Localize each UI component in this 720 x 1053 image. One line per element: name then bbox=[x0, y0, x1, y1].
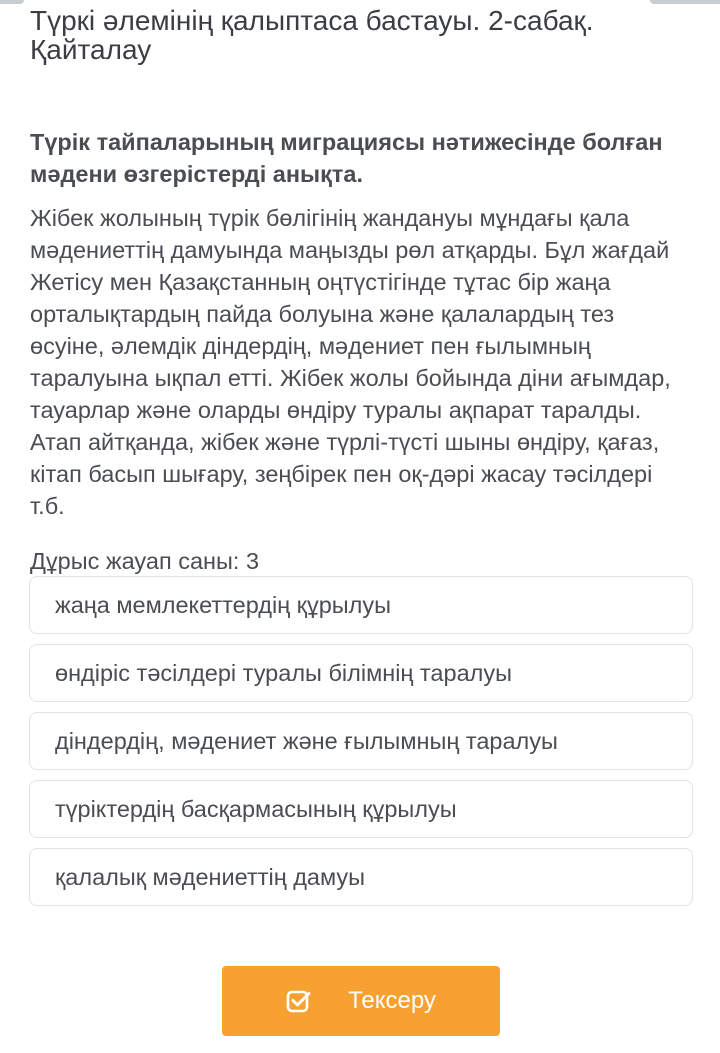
answer-option[interactable] bbox=[29, 644, 693, 702]
answer-options bbox=[29, 576, 693, 916]
answer-option[interactable] bbox=[29, 780, 693, 838]
passage-text: Жібек жолының түрік бөлігінің жандануы мұндағы қала мәдениеттің дамуында маңызды рөл атқарды. Бұл жағдай Жетісу мен Қазақстанның оңтүстігінде тұтас бір жаңа орталықтардың пайда болуына және қалалардың тез өсуіне, әлемдік діндердің, мәдениет пен ғылымның таралуына ықпал етті. Жібек жолы бойында діни ағымдар, тауарлар және оларды өндіру туралы ақпарат таралды. Атап айтқанда, жібек және түрлі-түсті шыны өндіру, қағаз, кітап басып шығару, зеңбірек пен оқ-дәрі жасау тәсілдері т.б. bbox=[30, 205, 671, 519]
answer-option-label: жаңа мемлекеттердің құрылуы bbox=[55, 591, 392, 618]
answer-option-label: түріктердің басқармасының құрылуы bbox=[55, 795, 457, 822]
check-button-label: Тексеру bbox=[348, 987, 436, 1014]
answer-option[interactable] bbox=[29, 712, 693, 770]
question-text: Түрік тайпаларының миграциясы нәтижесінде болған мәдени өзгерістерді анықта. bbox=[30, 129, 663, 187]
answer-option-label: қалалық мәдениеттің дамуы bbox=[55, 863, 366, 890]
page-title: Түркі әлемінің қалыптаса бастауы. 2-сабақ. Қайталау bbox=[30, 5, 594, 65]
check-button[interactable] bbox=[222, 966, 500, 1036]
answer-option[interactable] bbox=[29, 848, 693, 906]
answer-option-label: діндердің, мәдениет және ғылымның таралуы bbox=[55, 727, 558, 754]
answer-option-label: өндіріс тәсілдері туралы білімнің таралуы bbox=[55, 659, 512, 686]
top-right-mark bbox=[650, 0, 720, 4]
top-left-mark bbox=[0, 0, 24, 4]
check-square-icon bbox=[286, 988, 312, 1014]
answer-option[interactable] bbox=[29, 576, 693, 634]
correct-answer-count: Дұрыс жауап саны: 3 bbox=[30, 548, 260, 574]
